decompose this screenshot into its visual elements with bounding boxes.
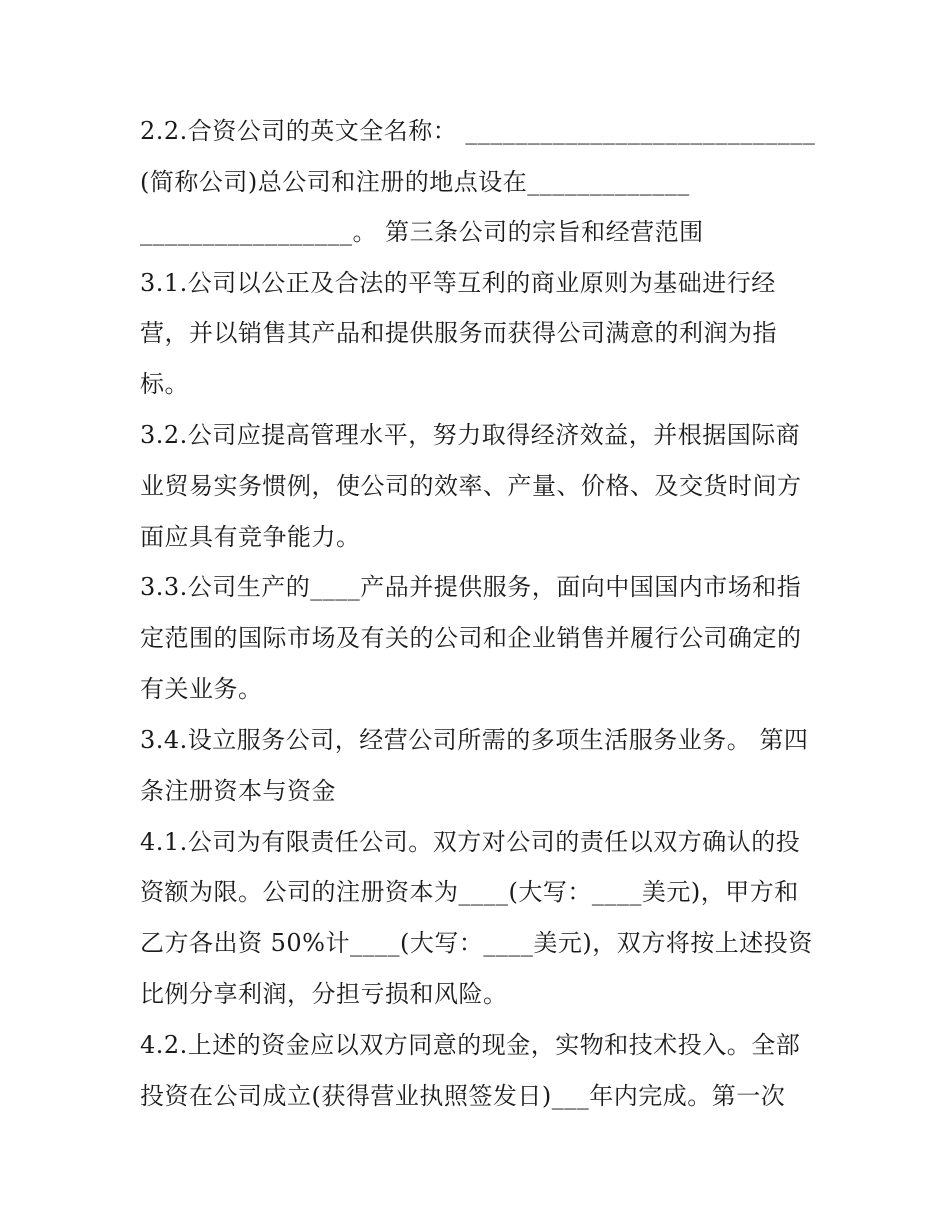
text-line: 定范围的国际市场及有关的公司和企业销售并履行公司确定的 [140, 624, 802, 652]
text-line: 4.1.公司为有限责任公司。双方对公司的责任以双方确认的投 [140, 828, 801, 856]
text-line: 业贸易实务惯例，使公司的效率、产量、价格、及交货时间方 [140, 472, 802, 500]
text-line: 面应具有竞争能力。 [140, 523, 361, 551]
text-line: 有关业务。 [140, 675, 263, 703]
text-line: 营，并以销售其产品和提供服务而获得公司满意的利润为指 [140, 319, 777, 347]
text-line: 资额为限。公司的注册资本为____(大写：____美元)，甲方和 [140, 878, 799, 906]
text-line: (简称公司)总公司和注册的地点设在_____________ [140, 168, 690, 196]
text-line: 投资在公司成立(获得营业执照签发日)___年内完成。第一次 [140, 1082, 786, 1110]
text-line: 3.2.公司应提高管理水平，努力取得经济效益，并根据国际商 [140, 421, 801, 449]
text-line: 3.3.公司生产的____产品并提供服务，面向中国国内市场和指 [140, 573, 802, 601]
text-line: 2.2.合资公司的英文全名称： ____________________________ [140, 117, 816, 145]
text-line: 3.1.公司以公正及合法的平等互利的商业原则为基础进行经 [140, 269, 776, 297]
text-line: _________________。 第三条公司的宗旨和经营范围 [140, 218, 704, 246]
text-line: 标。 [140, 370, 189, 398]
text-line: 3.4.设立服务公司，经营公司所需的多项生活服务业务。 第四 [140, 726, 809, 754]
text-line: 条注册资本与资金 [140, 777, 336, 805]
text-line: 4.2.上述的资金应以双方同意的现金，实物和技术投入。全部 [140, 1031, 801, 1059]
text-line: 比例分享利润，分担亏损和风险。 [140, 980, 508, 1008]
text-line: 乙方各出资 50%计____(大写：____美元)，双方将按上述投资 [140, 929, 813, 957]
